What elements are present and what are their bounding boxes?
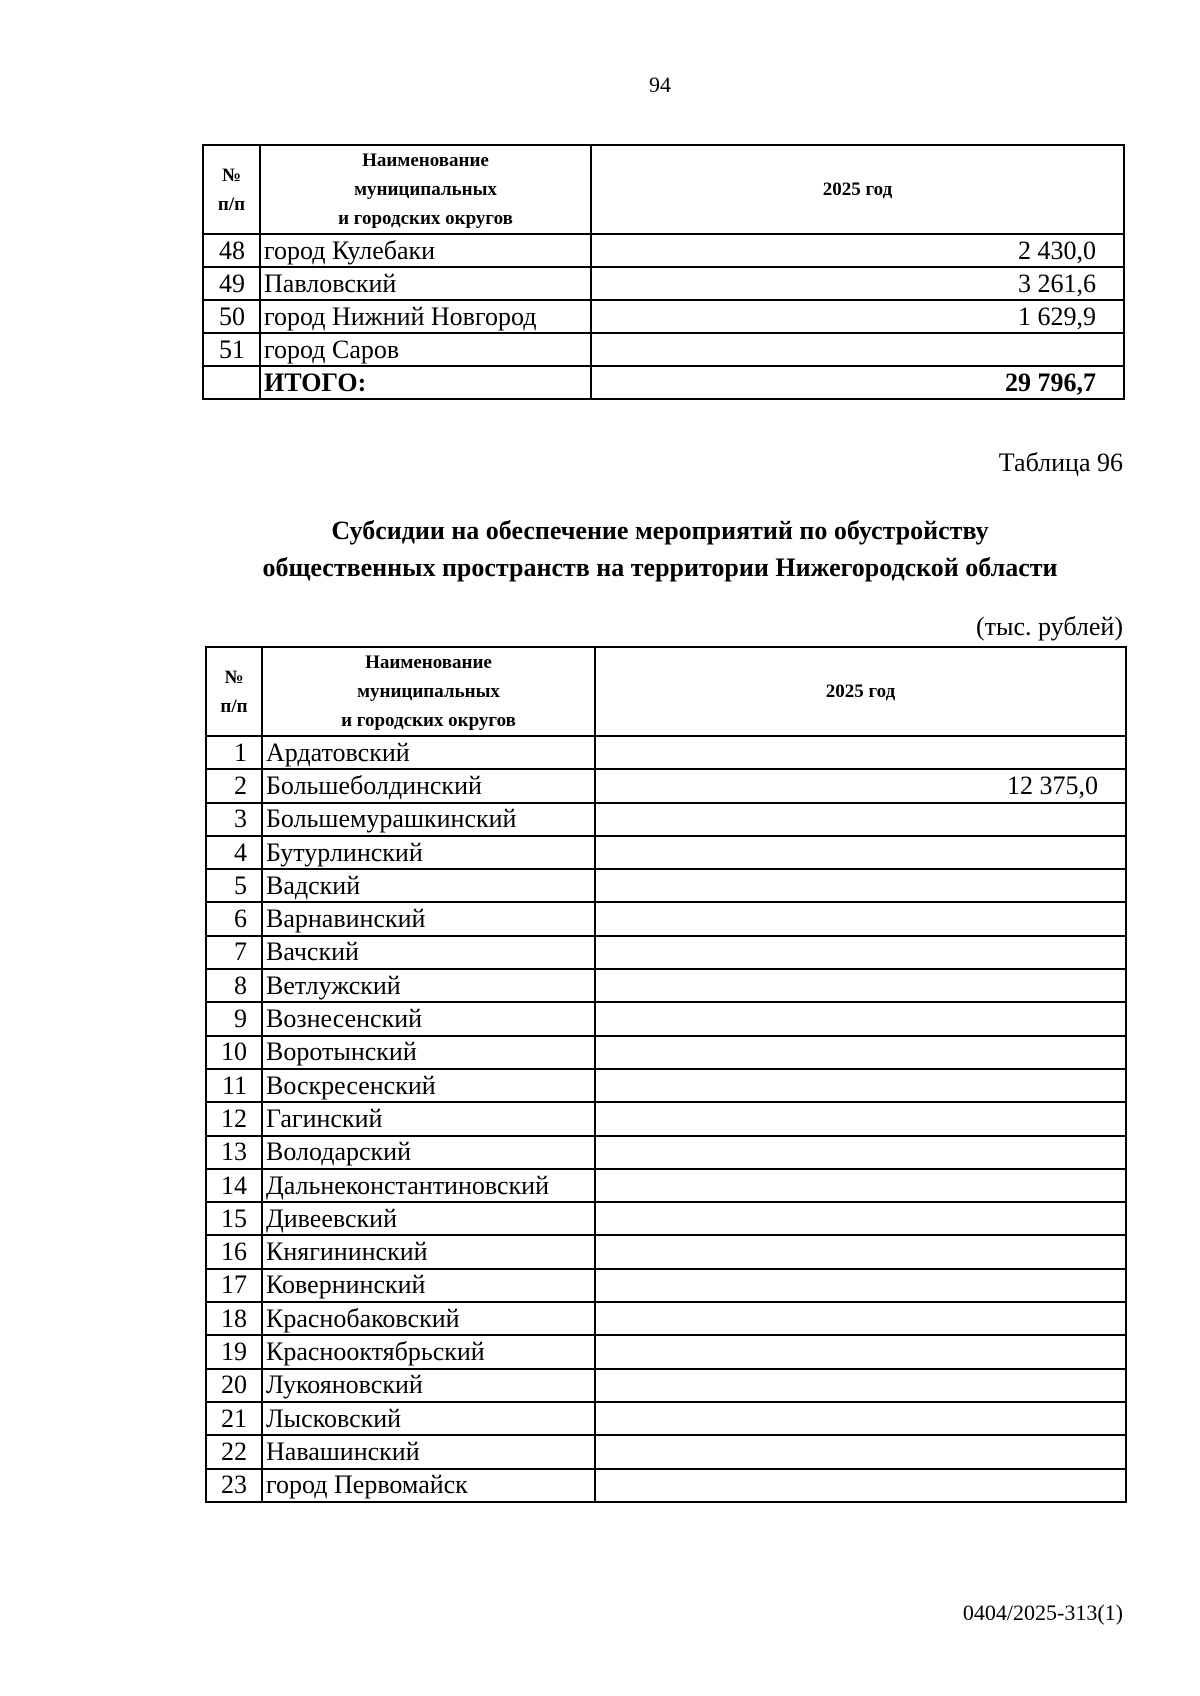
section-title-line-1: Субсидии на обеспечение мероприятий по обустройству <box>331 516 989 545</box>
row-value <box>595 1036 1126 1069</box>
row-number: 23 <box>206 1469 262 1502</box>
header-year-label: 2025 год <box>822 179 893 200</box>
row-value <box>595 1269 1126 1302</box>
row-number: 14 <box>206 1169 262 1202</box>
row-value <box>595 902 1126 935</box>
table2-body <box>206 647 1126 1502</box>
row-number: 50 <box>203 300 260 333</box>
row-name: Володарский <box>262 1136 595 1169</box>
row-number: 10 <box>206 1036 262 1069</box>
row-name: Дивеевский <box>262 1202 595 1235</box>
row-number: 22 <box>206 1435 262 1468</box>
page-number: 94 <box>649 72 671 97</box>
row-number: 16 <box>206 1235 262 1268</box>
row-name: город Нижний Новгород <box>260 300 591 333</box>
row-name: Вадский <box>262 869 595 902</box>
table-row <box>206 736 1126 769</box>
table-row <box>206 1369 1126 1402</box>
table-row <box>206 1469 1126 1502</box>
table-row <box>206 1202 1126 1235</box>
row-number: 49 <box>203 267 260 300</box>
table-row <box>206 769 1126 802</box>
document-code: 0404/2025-313(1) <box>962 1600 1123 1625</box>
row-name: город Первомайск <box>262 1469 595 1502</box>
row-name: Бутурлинский <box>262 836 595 869</box>
total-value: 29 796,7 <box>591 366 1124 399</box>
row-value <box>595 1435 1126 1468</box>
row-value <box>595 1069 1126 1102</box>
row-name: Павловский <box>260 267 591 300</box>
row-value <box>595 936 1126 969</box>
row-value <box>595 836 1126 869</box>
subsidy-table <box>205 646 1127 1503</box>
table-row <box>206 1435 1126 1468</box>
row-number: 9 <box>206 1002 262 1035</box>
row-value: 3 261,6 <box>591 267 1124 300</box>
row-value <box>595 1335 1126 1368</box>
units-label: (тыс. рублей) <box>975 612 1123 641</box>
table-row <box>203 333 1124 366</box>
row-value <box>595 1369 1126 1402</box>
row-value <box>595 1002 1126 1035</box>
header-number <box>206 647 262 736</box>
table-row <box>206 1169 1126 1202</box>
row-name: Лукояновский <box>262 1369 595 1402</box>
row-value <box>595 869 1126 902</box>
table-row <box>203 267 1124 300</box>
row-value <box>595 1469 1126 1502</box>
row-number: 1 <box>206 736 262 769</box>
row-number: 51 <box>203 333 260 366</box>
header-number-label: № п/п <box>220 666 248 717</box>
header-name <box>260 145 591 234</box>
row-name: Вачский <box>262 936 595 969</box>
row-name: Воскресенский <box>262 1069 595 1102</box>
table-row <box>206 1102 1126 1135</box>
row-name: город Кулебаки <box>260 234 591 267</box>
table-row <box>206 902 1126 935</box>
total-number-cell <box>203 366 260 399</box>
row-value <box>595 1102 1126 1135</box>
table-row <box>206 836 1126 869</box>
section-title <box>150 512 1170 586</box>
table-row <box>203 234 1124 267</box>
total-label: ИТОГО: <box>260 366 591 399</box>
table2-header-row <box>206 647 1126 736</box>
section-title-line-2: общественных пространств на территории Нижегородской области <box>262 553 1058 582</box>
row-value <box>595 803 1126 836</box>
header-name-label: Наименование муниципальных и городских округов <box>338 150 513 229</box>
subsidy-table-continuation <box>202 144 1125 400</box>
row-value <box>595 1235 1126 1268</box>
row-name: Краснобаковский <box>262 1302 595 1335</box>
table-row <box>206 1402 1126 1435</box>
table-row <box>206 1269 1126 1302</box>
row-value <box>595 1402 1126 1435</box>
row-name: Большемурашкинский <box>262 803 595 836</box>
row-name: Вознесенский <box>262 1002 595 1035</box>
row-number: 18 <box>206 1302 262 1335</box>
row-number: 7 <box>206 936 262 969</box>
row-name: Ветлужский <box>262 969 595 1002</box>
header-number <box>203 145 260 234</box>
table-row <box>206 1136 1126 1169</box>
table1-header-row <box>203 145 1124 234</box>
row-number: 21 <box>206 1402 262 1435</box>
row-number: 2 <box>206 769 262 802</box>
row-name: город Саров <box>260 333 591 366</box>
row-number: 12 <box>206 1102 262 1135</box>
row-number: 48 <box>203 234 260 267</box>
row-number: 8 <box>206 969 262 1002</box>
table-row <box>206 936 1126 969</box>
row-value: 1 629,9 <box>591 300 1124 333</box>
row-value <box>595 1169 1126 1202</box>
row-number: 3 <box>206 803 262 836</box>
table-row <box>206 1335 1126 1368</box>
row-name: Большеболдинский <box>262 769 595 802</box>
table-row <box>206 969 1126 1002</box>
row-value <box>595 1136 1126 1169</box>
row-number: 20 <box>206 1369 262 1402</box>
row-name: Дальнеконстантиновский <box>262 1169 595 1202</box>
row-name: Гагинский <box>262 1102 595 1135</box>
row-value <box>595 1202 1126 1235</box>
table-row <box>206 1002 1126 1035</box>
row-value: 2 430,0 <box>591 234 1124 267</box>
row-value <box>595 969 1126 1002</box>
header-name-label: Наименование муниципальных и городских округов <box>341 652 516 731</box>
row-name: Ковернинский <box>262 1269 595 1302</box>
row-name: Варнавинский <box>262 902 595 935</box>
table-row <box>206 803 1126 836</box>
table-row <box>206 1069 1126 1102</box>
row-name: Воротынский <box>262 1036 595 1069</box>
row-number: 11 <box>206 1069 262 1102</box>
header-year <box>591 145 1124 234</box>
header-year-label: 2025 год <box>825 681 896 702</box>
row-value <box>595 736 1126 769</box>
row-name: Лысковский <box>262 1402 595 1435</box>
table-row <box>206 869 1126 902</box>
row-value <box>591 333 1124 366</box>
row-name: Ардатовский <box>262 736 595 769</box>
table-row <box>206 1302 1126 1335</box>
table-row <box>206 1235 1126 1268</box>
row-number: 17 <box>206 1269 262 1302</box>
row-value: 12 375,0 <box>595 769 1126 802</box>
table-row <box>206 1036 1126 1069</box>
total-row <box>203 366 1124 399</box>
row-number: 15 <box>206 1202 262 1235</box>
row-value <box>595 1302 1126 1335</box>
header-number-label: № п/п <box>217 164 246 215</box>
header-year <box>595 647 1126 736</box>
row-number: 5 <box>206 869 262 902</box>
table-row <box>203 300 1124 333</box>
table1-body <box>203 145 1124 399</box>
row-name: Краснооктябрьский <box>262 1335 595 1368</box>
row-number: 6 <box>206 902 262 935</box>
table-caption: Таблица 96 <box>998 448 1123 477</box>
row-number: 19 <box>206 1335 262 1368</box>
row-name: Навашинский <box>262 1435 595 1468</box>
row-number: 13 <box>206 1136 262 1169</box>
header-name <box>262 647 595 736</box>
row-name: Княгининский <box>262 1235 595 1268</box>
row-number: 4 <box>206 836 262 869</box>
